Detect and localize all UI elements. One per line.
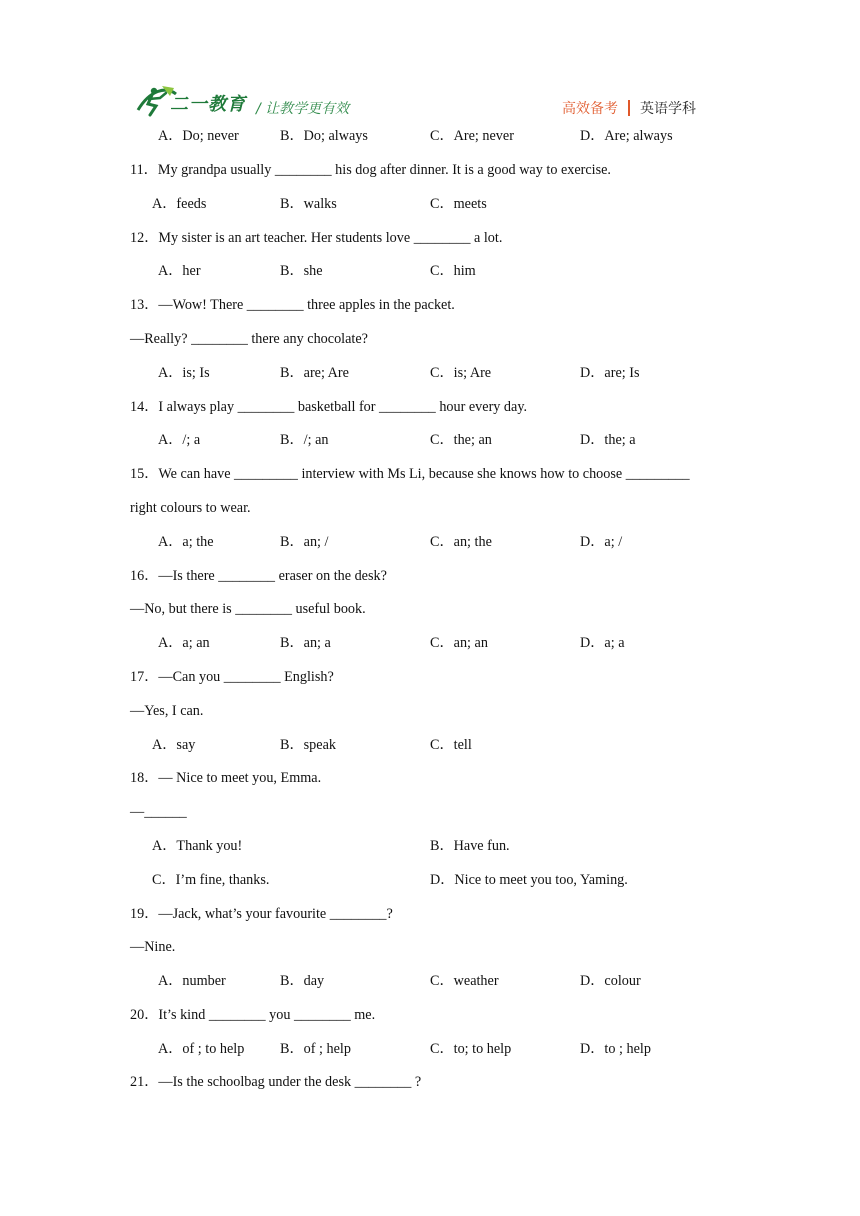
subject-label: 英语学科 <box>640 101 696 117</box>
option: B．are; Are <box>280 365 349 381</box>
option: D．to ; help <box>580 1041 651 1057</box>
option: B．an; a <box>280 635 331 651</box>
option: D．the; a <box>580 432 636 448</box>
option: A．of ; to help <box>158 1041 245 1057</box>
question-line: —No, but there is ________ useful book. <box>130 601 366 617</box>
option: C．weather <box>430 973 499 989</box>
option: A．say <box>152 737 196 753</box>
option: B．Do; always <box>280 128 368 144</box>
question-17: 17．—Can you ________ English? <box>130 669 334 685</box>
option: A．a; the <box>158 534 214 550</box>
option: B．walks <box>280 196 337 212</box>
logo-text: 二一教育 <box>170 94 246 115</box>
option: A．a; an <box>158 635 210 651</box>
option: B．Have fun. <box>430 838 510 854</box>
option: A．feeds <box>152 196 207 212</box>
question-11: 11．My grandpa usually ________ his dog after dinner. It is a good way to exercise. <box>130 162 611 178</box>
option: C．I’m fine, thanks. <box>152 872 270 888</box>
option: D．a; / <box>580 534 623 550</box>
question-19: 19．—Jack, what’s your favourite ________? <box>130 906 393 922</box>
option: B．day <box>280 973 325 989</box>
question-line: —______ <box>130 804 187 820</box>
option: C．meets <box>430 196 487 212</box>
option: C．Are; never <box>430 128 514 144</box>
option: A．/; a <box>158 432 201 448</box>
option: B．/; an <box>280 432 329 448</box>
option: A．number <box>158 973 226 989</box>
option: B．she <box>280 263 323 279</box>
header-right <box>562 98 696 118</box>
option: B．of ; help <box>280 1041 351 1057</box>
option: C．to; to help <box>430 1041 512 1057</box>
option: B．an; / <box>280 534 329 550</box>
option: D．are; Is <box>580 365 640 381</box>
page-header <box>0 0 860 130</box>
option: D．Are; always <box>580 128 673 144</box>
option: C．the; an <box>430 432 492 448</box>
question-line: —Nine. <box>130 939 176 955</box>
option: A．Do; never <box>158 128 239 144</box>
option: C．him <box>430 263 476 279</box>
question-line: —Really? ________ there any chocolate? <box>130 331 368 347</box>
option: D．Nice to meet you too, Yaming. <box>430 872 628 888</box>
question-14: 14．I always play ________ basketball for ________ hour every day. <box>130 399 528 415</box>
option: A．is; Is <box>158 365 210 381</box>
option: C．is; Are <box>430 365 492 381</box>
option: D．colour <box>580 973 641 989</box>
option: C．tell <box>430 737 472 753</box>
question-12: 12．My sister is an art teacher. Her students love ________ a lot. <box>130 230 503 246</box>
header-divider <box>628 100 630 116</box>
question-13: 13．—Wow! There ________ three apples in the packet. <box>130 297 455 313</box>
question-line: right colours to wear. <box>130 500 251 516</box>
option: B．speak <box>280 737 336 753</box>
option: D．a; a <box>580 635 625 651</box>
question-line: —Yes, I can. <box>130 703 204 719</box>
exam-label: 高效备考 <box>562 101 618 117</box>
option: A．her <box>158 263 201 279</box>
option: C．an; the <box>430 534 492 550</box>
question-16: 16．—Is there ________ eraser on the desk? <box>130 568 387 584</box>
question-15: 15．We can have _________ interview with Ms Li, because she knows how to choose _________ <box>130 466 690 482</box>
question-21: 21．—Is the schoolbag under the desk ________ ? <box>130 1074 422 1090</box>
option: A．Thank you! <box>152 838 243 854</box>
option: C．an; an <box>430 635 488 651</box>
question-20: 20．It’s kind ________ you ________ me. <box>130 1007 376 1023</box>
slogan: / 让教学更有效 <box>256 101 350 117</box>
question-18: 18．— Nice to meet you, Emma. <box>130 770 322 786</box>
